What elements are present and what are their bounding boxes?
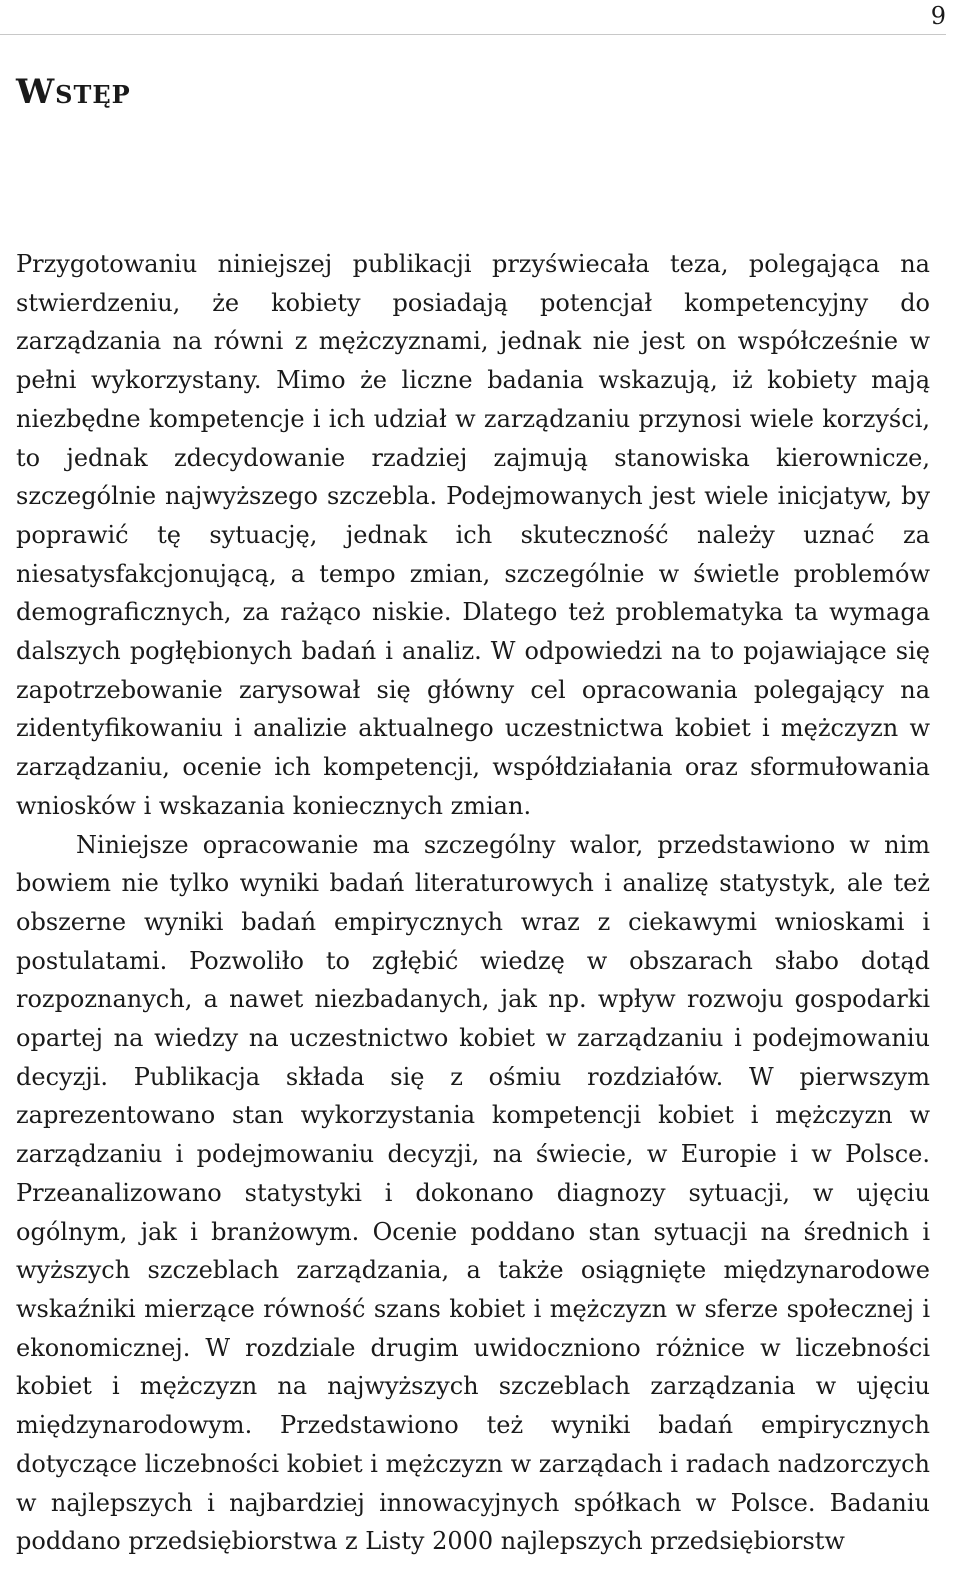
header-rule [0,34,946,35]
paragraph-1: Przygotowaniu niniejszej publikacji przyświecała teza, polegająca na stwierdzeniu, że kobiety posiadają potencjał kompetencyjny do zarządzania na równi z mężczyznami, jednak nie jest on współcześnie w pełni wykorzystany. Mimo że liczne badania wskazują, iż kobiety mają niezbędne kompetencje i ich udział w zarządzaniu przynosi wiele korzyści, to jednak zdecydowanie rzadziej zajmują stanowiska kierownicze, szczególnie najwyższego szczebla. Podejmowanych jest wiele inicjatyw, by poprawić tę sytuację, jednak ich skuteczność należy uznać za niesatysfakcjonującą, a tempo zmian, szczególnie w świetle problemów demograficznych, za rażąco niskie. Dlatego też problematyka ta wymaga dalszych pogłębionych badań i analiz. W odpowiedzi na to pojawiające się zapotrzebowanie zarysował się główny cel opracowania polegający na zidentyfikowaniu i analizie aktualnego uczestnictwa kobiet i mężczyzn w zarządzaniu, ocenie ich kompetencji, współdziałania oraz sformułowania wniosków i wskazania koniecznych zmian. [16,250,930,820]
page-number: 9 [930,2,946,30]
paragraph-2: Niniejsze opracowanie ma szczególny walor, przedstawiono w nim bowiem nie tylko wyniki badań literaturowych i analizę statystyk, ale też obszerne wyniki badań empirycznych wraz z ciekawymi wnioskami i postulatami. Pozwoliło to zgłębić wiedzę w obszarach słabo dotąd rozpoznanych, a nawet niezbadanych, jak np. wpływ rozwoju gospodarki opartej na wiedzy na uczestnictwo kobiet w zarządzaniu i podejmowaniu decyzji. Publikacja składa się z ośmiu rozdziałów. W pierwszym zaprezentowano stan wykorzystania kompetencji kobiet i mężczyzn w zarządzaniu i podejmowaniu decyzji, na świecie, w Europie i w Polsce. Przeanalizowano statystyki i dokonano diagnozy sytuacji, w ujęciu ogólnym, jak i branżowym. Ocenie poddano stan sytuacji na średnich i wyższych szczeblach zarządzania, a także osiągnięte międzynarodowe wskaźniki mierzące równość szans kobiet i mężczyzn w sferze społecznej i ekonomicznej. W rozdziale drugim uwidoczniono różnice w liczebności kobiet i mężczyzn na najwyższych szczeblach zarządzania w ujęciu międzynarodowym. Przedstawiono też wyniki badań empirycznych dotyczące liczebności kobiet i mężczyzn w zarządach i radach nadzorczych w najlepszych i najbardziej innowacyjnych spółkach w Polsce. Badaniu poddano przedsiębiorstwa z Listy 2000 najlepszych przedsiębiorstw [16,830,930,1556]
body-text [16,245,930,1561]
chapter-title: Wstęp [16,72,131,112]
